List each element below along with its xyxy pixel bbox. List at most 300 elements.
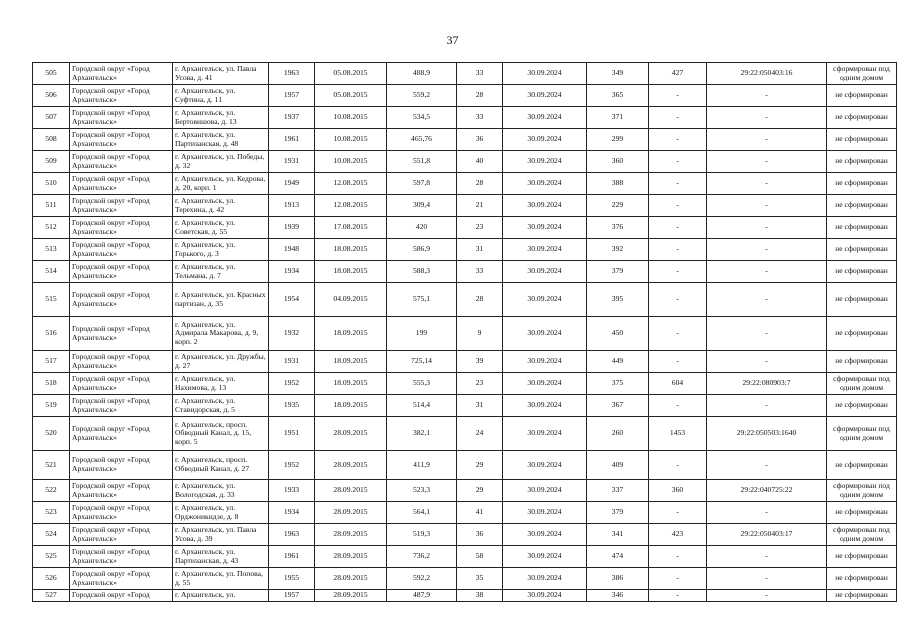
area-cell: 488,9 <box>387 63 457 85</box>
address-cell: г. Архангельск, ул. <box>173 590 269 602</box>
table-row <box>33 502 897 524</box>
residents-cell: 39 <box>457 351 503 373</box>
land-status-cell: не сформирован <box>827 502 897 524</box>
build-year-cell: 1933 <box>269 480 315 502</box>
area-cell: 519,3 <box>387 524 457 546</box>
area-cell: 487,9 <box>387 590 457 602</box>
recognition-date-cell: 18.09.2015 <box>315 351 387 373</box>
land-status-cell: сформирован под одним домом <box>827 63 897 85</box>
cadastral-number-cell: - <box>707 283 827 317</box>
residents-cell: 24 <box>457 417 503 451</box>
row-number: 526 <box>33 568 70 590</box>
table-row <box>33 63 897 85</box>
row-number: 514 <box>33 261 70 283</box>
area-cell: 382,1 <box>387 417 457 451</box>
cadastral-number-cell: 29:22:040725:22 <box>707 480 827 502</box>
apartments-cell: 395 <box>587 283 649 317</box>
address-cell: г. Архангельск, ул. Дружбы, д. 27 <box>173 351 269 373</box>
residents-cell: 28 <box>457 283 503 317</box>
cadastral-number-cell: - <box>707 395 827 417</box>
residents-cell: 29 <box>457 480 503 502</box>
residents-cell: 23 <box>457 373 503 395</box>
planned-date-cell: 30.09.2024 <box>503 195 587 217</box>
land-status-cell: не сформирован <box>827 395 897 417</box>
land-status-cell: не сформирован <box>827 151 897 173</box>
row-number: 513 <box>33 239 70 261</box>
table-row <box>33 129 897 151</box>
apartments-cell: 386 <box>587 568 649 590</box>
row-number: 515 <box>33 283 70 317</box>
planned-date-cell: 30.09.2024 <box>503 568 587 590</box>
residents-cell: 23 <box>457 217 503 239</box>
address-cell: г. Архангельск, ул. Вологодская, д. 33 <box>173 480 269 502</box>
planned-date-cell: 30.09.2024 <box>503 239 587 261</box>
build-year-cell: 1935 <box>269 395 315 417</box>
table-row <box>33 107 897 129</box>
row-number: 525 <box>33 546 70 568</box>
address-cell: г. Архангельск, ул. Попова, д. 55 <box>173 568 269 590</box>
table-row <box>33 317 897 351</box>
address-cell: г. Архангельск, ул. Бертовишова, д. 13 <box>173 107 269 129</box>
address-cell: г. Архангельск, ул. Адмирала Макарова, д. 9, корп. 2 <box>173 317 269 351</box>
owner-cell: Городской округ «Город Архангельск» <box>70 546 173 568</box>
planned-date-cell: 30.09.2024 <box>503 129 587 151</box>
row-number: 516 <box>33 317 70 351</box>
planned-date-cell: 30.09.2024 <box>503 173 587 195</box>
apartments-cell: 349 <box>587 63 649 85</box>
land-area-cell: - <box>649 568 707 590</box>
land-status-cell: не сформирован <box>827 85 897 107</box>
recognition-date-cell: 10.08.2015 <box>315 129 387 151</box>
area-cell: 555,3 <box>387 373 457 395</box>
build-year-cell: 1948 <box>269 239 315 261</box>
cadastral-number-cell: 29:22:050503:1640 <box>707 417 827 451</box>
land-area-cell: - <box>649 317 707 351</box>
apartments-cell: 388 <box>587 173 649 195</box>
land-area-cell: - <box>649 151 707 173</box>
land-area-cell: - <box>649 239 707 261</box>
land-area-cell: 604 <box>649 373 707 395</box>
cadastral-number-cell: 29:22:080903:7 <box>707 373 827 395</box>
land-status-cell: сформирован под одним домом <box>827 417 897 451</box>
residents-cell: 33 <box>457 107 503 129</box>
owner-cell: Городской округ «Город Архангельск» <box>70 85 173 107</box>
recognition-date-cell: 10.08.2015 <box>315 107 387 129</box>
cadastral-number-cell: - <box>707 451 827 480</box>
address-cell: г. Архангельск, ул. Тельмана, д. 7 <box>173 261 269 283</box>
area-cell: 564,1 <box>387 502 457 524</box>
owner-cell: Городской округ «Город Архангельск» <box>70 502 173 524</box>
recognition-date-cell: 28.09.2015 <box>315 524 387 546</box>
recognition-date-cell: 18.09.2015 <box>315 395 387 417</box>
address-cell: г. Архангельск, ул. Кедрова, д. 20, корп. 1 <box>173 173 269 195</box>
address-cell: г. Архангельск, просп. Обводный Канал, д. 27 <box>173 451 269 480</box>
apartments-cell: 392 <box>587 239 649 261</box>
area-cell: 725,14 <box>387 351 457 373</box>
owner-cell: Городской округ «Город Архангельск» <box>70 151 173 173</box>
cadastral-number-cell: - <box>707 129 827 151</box>
land-area-cell: 360 <box>649 480 707 502</box>
planned-date-cell: 30.09.2024 <box>503 351 587 373</box>
recognition-date-cell: 28.09.2015 <box>315 417 387 451</box>
recognition-date-cell: 18.09.2015 <box>315 317 387 351</box>
address-cell: г. Архангельск, ул. Павла Усова, д. 41 <box>173 63 269 85</box>
row-number: 509 <box>33 151 70 173</box>
owner-cell: Городской округ «Город Архангельск» <box>70 195 173 217</box>
land-status-cell: не сформирован <box>827 590 897 602</box>
build-year-cell: 1951 <box>269 417 315 451</box>
recognition-date-cell: 05.08.2015 <box>315 63 387 85</box>
build-year-cell: 1955 <box>269 568 315 590</box>
residents-cell: 28 <box>457 173 503 195</box>
address-cell: г. Архангельск, ул. Суфтина, д. 11 <box>173 85 269 107</box>
area-cell: 597,8 <box>387 173 457 195</box>
row-number: 512 <box>33 217 70 239</box>
row-number: 522 <box>33 480 70 502</box>
table-row <box>33 568 897 590</box>
area-cell: 559,2 <box>387 85 457 107</box>
planned-date-cell: 30.09.2024 <box>503 283 587 317</box>
cadastral-number-cell: - <box>707 239 827 261</box>
residents-cell: 40 <box>457 151 503 173</box>
land-status-cell: не сформирован <box>827 129 897 151</box>
row-number: 523 <box>33 502 70 524</box>
table-row <box>33 351 897 373</box>
apartments-cell: 229 <box>587 195 649 217</box>
build-year-cell: 1934 <box>269 502 315 524</box>
residents-cell: 36 <box>457 129 503 151</box>
area-cell: 575,1 <box>387 283 457 317</box>
build-year-cell: 1931 <box>269 351 315 373</box>
table-row <box>33 546 897 568</box>
owner-cell: Городской округ «Город Архангельск» <box>70 417 173 451</box>
land-area-cell: - <box>649 173 707 195</box>
owner-cell: Городской округ «Город Архангельск» <box>70 173 173 195</box>
address-cell: г. Архангельск, ул. Горького, д. 3 <box>173 239 269 261</box>
land-status-cell: не сформирован <box>827 107 897 129</box>
row-number: 506 <box>33 85 70 107</box>
cadastral-number-cell: - <box>707 546 827 568</box>
planned-date-cell: 30.09.2024 <box>503 395 587 417</box>
recognition-date-cell: 17.08.2015 <box>315 217 387 239</box>
recognition-date-cell: 18.09.2015 <box>315 373 387 395</box>
apartments-cell: 260 <box>587 417 649 451</box>
page-number: 37 <box>446 33 459 47</box>
apartments-cell: 346 <box>587 590 649 602</box>
cadastral-number-cell: - <box>707 173 827 195</box>
table-row <box>33 195 897 217</box>
land-area-cell: - <box>649 195 707 217</box>
planned-date-cell: 30.09.2024 <box>503 317 587 351</box>
table-row <box>33 151 897 173</box>
cadastral-number-cell: - <box>707 317 827 351</box>
address-cell: г. Архангельск, ул. Партизанская, д. 43 <box>173 546 269 568</box>
land-area-cell: 1453 <box>649 417 707 451</box>
apartments-cell: 371 <box>587 107 649 129</box>
area-cell: 420 <box>387 217 457 239</box>
land-area-cell: - <box>649 217 707 239</box>
planned-date-cell: 30.09.2024 <box>503 217 587 239</box>
planned-date-cell: 30.09.2024 <box>503 107 587 129</box>
residents-cell: 35 <box>457 568 503 590</box>
owner-cell: Городской округ «Город Архангельск» <box>70 317 173 351</box>
build-year-cell: 1957 <box>269 85 315 107</box>
cadastral-number-cell: - <box>707 85 827 107</box>
land-status-cell: не сформирован <box>827 317 897 351</box>
address-cell: г. Архангельск, ул. Ставидорская, д. 5 <box>173 395 269 417</box>
area-cell: 465,76 <box>387 129 457 151</box>
owner-cell: Городской округ «Город Архангельск» <box>70 63 173 85</box>
table-row <box>33 85 897 107</box>
recognition-date-cell: 18.08.2015 <box>315 239 387 261</box>
planned-date-cell: 30.09.2024 <box>503 590 587 602</box>
residents-cell: 28 <box>457 85 503 107</box>
residents-cell: 29 <box>457 451 503 480</box>
residents-cell: 21 <box>457 195 503 217</box>
planned-date-cell: 30.09.2024 <box>503 480 587 502</box>
residents-cell: 31 <box>457 395 503 417</box>
owner-cell: Городской округ «Город Архангельск» <box>70 217 173 239</box>
cadastral-number-cell: - <box>707 217 827 239</box>
table-row <box>33 590 897 602</box>
cadastral-number-cell: 29:22:050403:17 <box>707 524 827 546</box>
recognition-date-cell: 28.09.2015 <box>315 546 387 568</box>
apartments-cell: 360 <box>587 151 649 173</box>
residents-cell: 31 <box>457 239 503 261</box>
land-status-cell: не сформирован <box>827 546 897 568</box>
land-area-cell: - <box>649 85 707 107</box>
planned-date-cell: 30.09.2024 <box>503 451 587 480</box>
recognition-date-cell: 12.08.2015 <box>315 173 387 195</box>
land-status-cell: не сформирован <box>827 451 897 480</box>
owner-cell: Городской округ «Город Архангельск» <box>70 373 173 395</box>
row-number: 521 <box>33 451 70 480</box>
apartments-cell: 409 <box>587 451 649 480</box>
owner-cell: Городской округ «Город Архангельск» <box>70 451 173 480</box>
planned-date-cell: 30.09.2024 <box>503 151 587 173</box>
apartments-cell: 379 <box>587 261 649 283</box>
row-number: 518 <box>33 373 70 395</box>
apartments-cell: 337 <box>587 480 649 502</box>
cadastral-number-cell: - <box>707 351 827 373</box>
cadastral-number-cell: - <box>707 107 827 129</box>
cadastral-number-cell: - <box>707 195 827 217</box>
area-cell: 736,2 <box>387 546 457 568</box>
planned-date-cell: 30.09.2024 <box>503 524 587 546</box>
apartments-cell: 367 <box>587 395 649 417</box>
row-number: 511 <box>33 195 70 217</box>
build-year-cell: 1963 <box>269 63 315 85</box>
area-cell: 551,8 <box>387 151 457 173</box>
row-number: 520 <box>33 417 70 451</box>
planned-date-cell: 30.09.2024 <box>503 261 587 283</box>
build-year-cell: 1934 <box>269 261 315 283</box>
row-number: 519 <box>33 395 70 417</box>
land-status-cell: не сформирован <box>827 217 897 239</box>
owner-cell: Городской округ «Город Архангельск» <box>70 129 173 151</box>
land-area-cell: - <box>649 283 707 317</box>
table-row <box>33 173 897 195</box>
residents-cell: 9 <box>457 317 503 351</box>
recognition-date-cell: 28.09.2015 <box>315 480 387 502</box>
land-area-cell: 427 <box>649 63 707 85</box>
recognition-date-cell: 04.09.2015 <box>315 283 387 317</box>
build-year-cell: 1963 <box>269 524 315 546</box>
land-status-cell: не сформирован <box>827 261 897 283</box>
recognition-date-cell: 28.09.2015 <box>315 568 387 590</box>
land-status-cell: не сформирован <box>827 283 897 317</box>
address-cell: г. Архангельск, просп. Обводный Канал, д. 15, корп. 5 <box>173 417 269 451</box>
residents-cell: 38 <box>457 590 503 602</box>
area-cell: 592,2 <box>387 568 457 590</box>
address-cell: г. Архангельск, ул. Советская, д. 55 <box>173 217 269 239</box>
address-cell: г. Архангельск, ул. Красных партизан, д. 35 <box>173 283 269 317</box>
land-area-cell: - <box>649 351 707 373</box>
row-number: 524 <box>33 524 70 546</box>
owner-cell: Городской округ «Город Архангельск» <box>70 395 173 417</box>
land-area-cell: - <box>649 107 707 129</box>
table-row <box>33 524 897 546</box>
build-year-cell: 1939 <box>269 217 315 239</box>
table-row <box>33 417 897 451</box>
residents-cell: 58 <box>457 546 503 568</box>
cadastral-number-cell: - <box>707 502 827 524</box>
owner-cell: Городской округ «Город Архангельск» <box>70 524 173 546</box>
build-year-cell: 1949 <box>269 173 315 195</box>
land-status-cell: не сформирован <box>827 351 897 373</box>
recognition-date-cell: 05.08.2015 <box>315 85 387 107</box>
table-row <box>33 283 897 317</box>
row-number: 505 <box>33 63 70 85</box>
recognition-date-cell: 28.09.2015 <box>315 451 387 480</box>
row-number: 508 <box>33 129 70 151</box>
owner-cell: Городской округ «Город Архангельск» <box>70 283 173 317</box>
build-year-cell: 1937 <box>269 107 315 129</box>
residents-cell: 33 <box>457 261 503 283</box>
build-year-cell: 1961 <box>269 129 315 151</box>
planned-date-cell: 30.09.2024 <box>503 373 587 395</box>
owner-cell: Городской округ «Город Архангельск» <box>70 568 173 590</box>
owner-cell: Городской округ «Город Архангельск» <box>70 480 173 502</box>
land-status-cell: не сформирован <box>827 239 897 261</box>
apartments-cell: 450 <box>587 317 649 351</box>
land-status-cell: сформирован под одним домом <box>827 373 897 395</box>
land-area-cell: - <box>649 261 707 283</box>
residents-cell: 33 <box>457 63 503 85</box>
address-cell: г. Архангельск, ул. Терехина, д. 42 <box>173 195 269 217</box>
planned-date-cell: 30.09.2024 <box>503 63 587 85</box>
area-cell: 199 <box>387 317 457 351</box>
planned-date-cell: 30.09.2024 <box>503 85 587 107</box>
recognition-date-cell: 10.08.2015 <box>315 151 387 173</box>
land-status-cell: не сформирован <box>827 173 897 195</box>
apartments-cell: 449 <box>587 351 649 373</box>
address-cell: г. Архангельск, ул. Павла Усова, д. 39 <box>173 524 269 546</box>
land-area-cell: 423 <box>649 524 707 546</box>
recognition-date-cell: 12.08.2015 <box>315 195 387 217</box>
apartments-cell: 376 <box>587 217 649 239</box>
apartments-cell: 299 <box>587 129 649 151</box>
land-area-cell: - <box>649 546 707 568</box>
apartments-cell: 341 <box>587 524 649 546</box>
owner-cell: Городской округ «Город Архангельск» <box>70 261 173 283</box>
build-year-cell: 1954 <box>269 283 315 317</box>
recognition-date-cell: 18.08.2015 <box>315 261 387 283</box>
land-area-cell: - <box>649 129 707 151</box>
table-row <box>33 239 897 261</box>
land-status-cell: не сформирован <box>827 568 897 590</box>
build-year-cell: 1957 <box>269 590 315 602</box>
row-number: 507 <box>33 107 70 129</box>
build-year-cell: 1913 <box>269 195 315 217</box>
apartments-cell: 375 <box>587 373 649 395</box>
recognition-date-cell: 28.09.2015 <box>315 502 387 524</box>
table-row <box>33 395 897 417</box>
area-cell: 523,3 <box>387 480 457 502</box>
apartments-cell: 379 <box>587 502 649 524</box>
cadastral-number-cell: - <box>707 261 827 283</box>
row-number: 510 <box>33 173 70 195</box>
area-cell: 514,4 <box>387 395 457 417</box>
row-number: 517 <box>33 351 70 373</box>
area-cell: 586,9 <box>387 239 457 261</box>
cadastral-number-cell: 29:22:050403:16 <box>707 63 827 85</box>
cadastral-number-cell: - <box>707 590 827 602</box>
area-cell: 411,9 <box>387 451 457 480</box>
planned-date-cell: 30.09.2024 <box>503 546 587 568</box>
address-cell: г. Архангельск, ул. Победы, д. 32 <box>173 151 269 173</box>
land-status-cell: сформирован под одним домом <box>827 480 897 502</box>
cadastral-number-cell: - <box>707 151 827 173</box>
apartments-cell: 365 <box>587 85 649 107</box>
apartments-cell: 474 <box>587 546 649 568</box>
planned-date-cell: 30.09.2024 <box>503 417 587 451</box>
build-year-cell: 1952 <box>269 451 315 480</box>
residents-cell: 41 <box>457 502 503 524</box>
area-cell: 588,3 <box>387 261 457 283</box>
area-cell: 534,5 <box>387 107 457 129</box>
row-number: 527 <box>33 590 70 602</box>
table-row <box>33 451 897 480</box>
table-row <box>33 217 897 239</box>
build-year-cell: 1931 <box>269 151 315 173</box>
land-area-cell: - <box>649 395 707 417</box>
address-cell: г. Архангельск, ул. Орджоникидзе, д. 8 <box>173 502 269 524</box>
address-cell: г. Архангельск, ул. Нахимова, д. 13 <box>173 373 269 395</box>
owner-cell: Городской округ «Город Архангельск» <box>70 351 173 373</box>
owner-cell: Городской округ «Город <box>70 590 173 602</box>
recognition-date-cell: 28.09.2015 <box>315 590 387 602</box>
area-cell: 309,4 <box>387 195 457 217</box>
owner-cell: Городской округ «Город Архангельск» <box>70 239 173 261</box>
land-status-cell: сформирован под одним домом <box>827 524 897 546</box>
land-area-cell: - <box>649 590 707 602</box>
land-status-cell: не сформирован <box>827 195 897 217</box>
residents-cell: 36 <box>457 524 503 546</box>
build-year-cell: 1961 <box>269 546 315 568</box>
table-row <box>33 373 897 395</box>
build-year-cell: 1932 <box>269 317 315 351</box>
land-area-cell: - <box>649 502 707 524</box>
planned-date-cell: 30.09.2024 <box>503 502 587 524</box>
build-year-cell: 1952 <box>269 373 315 395</box>
cadastral-number-cell: - <box>707 568 827 590</box>
address-cell: г. Архангельск, ул. Партизанская, д. 48 <box>173 129 269 151</box>
housing-registry-table <box>32 62 897 602</box>
land-area-cell: - <box>649 451 707 480</box>
table-row <box>33 261 897 283</box>
table-row <box>33 480 897 502</box>
